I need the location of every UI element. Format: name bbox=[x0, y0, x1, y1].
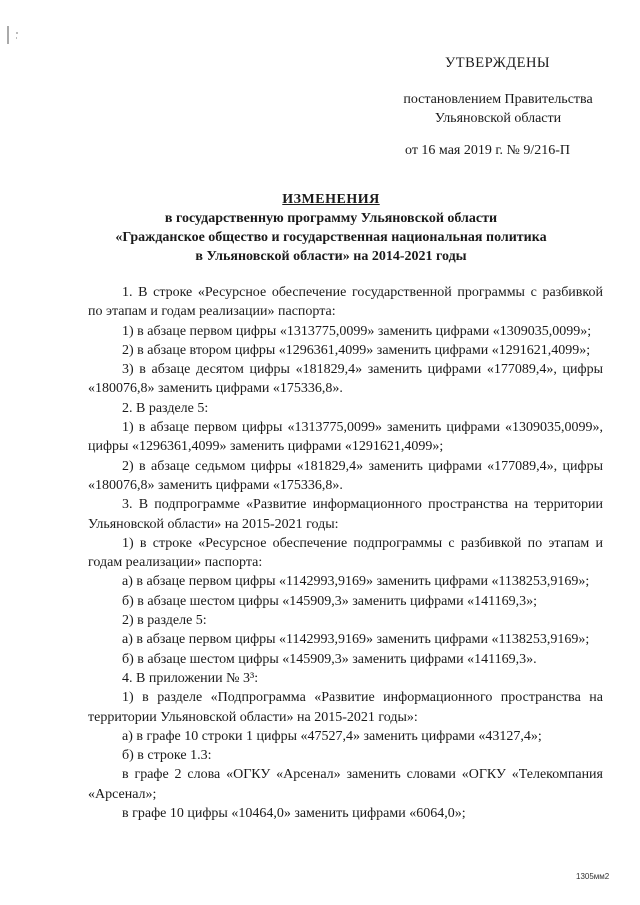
title-main: ИЗМЕНЕНИЯ bbox=[282, 192, 380, 207]
footer-code: 1305мм2 bbox=[576, 872, 610, 881]
paragraph: 1. В строке «Ресурсное обеспечение государственной программы с разбивкой по этапам и годам реализации» паспорта: bbox=[88, 285, 603, 320]
paragraph: б) в абзаце шестом цифры «145909,3» заменить цифрами «141169,3»; bbox=[122, 593, 538, 609]
document-title bbox=[88, 190, 574, 266]
paragraph: в графе 10 цифры «10464,0» заменить цифрами «6064,0»; bbox=[122, 806, 466, 822]
paragraph: б) в строке 1.3: bbox=[122, 748, 212, 764]
paragraph: б) в абзаце шестом цифры «145909,3» заменить цифрами «141169,3». bbox=[122, 651, 537, 667]
decree-line-2: Ульяновской области bbox=[434, 111, 562, 126]
paragraph: 3. В подпрограмме «Развитие информационного пространства на территории Ульяновской области» на 2015-2021 годы: bbox=[88, 497, 603, 532]
title-line-3: в Ульяновской области» на 2014-2021 годы bbox=[195, 249, 467, 264]
title-line-2: «Гражданское общество и государственная национальная политика bbox=[115, 230, 547, 245]
paragraph: в графе 2 слова «ОГКУ «Арсенал» заменить словами «ОГКУ «Телекомпания «Арсенал»; bbox=[88, 767, 603, 802]
paragraph: 1) в разделе «Подпрограмма «Развитие информационного пространства на территории Ульяновской области» на 2015-2021 годы»: bbox=[88, 690, 603, 725]
decree-reference bbox=[393, 90, 603, 128]
paragraph: 2) в разделе 5: bbox=[122, 613, 207, 629]
paragraph: а) в абзаце первом цифры «1142993,9169» заменить цифрами «1138253,9169»; bbox=[122, 632, 590, 648]
approved-label: УТВЕРЖДЕНЫ bbox=[445, 55, 551, 71]
paragraph: 1) в абзаце первом цифры «1313775,0099» заменить цифрами «1309035,0099», цифры «1296361,4099» заменить цифрами «1291621,4099»; bbox=[88, 420, 603, 455]
paragraph: а) в абзаце первом цифры «1142993,9169» заменить цифрами «1138253,9169»; bbox=[122, 574, 590, 590]
paragraph: 2) в абзаце втором цифры «1296361,4099» заменить цифрами «1291621,4099»; bbox=[122, 342, 591, 358]
scan-artifact-icon bbox=[5, 24, 25, 48]
decree-date: от 16 мая 2019 г. № 9/216-П bbox=[405, 143, 571, 158]
paragraph: а) в графе 10 строки 1 цифры «47527,4» заменить цифрами «43127,4»; bbox=[122, 728, 542, 744]
paragraph: 4. В приложении № 3³: bbox=[122, 670, 259, 686]
paragraph: 1) в абзаце первом цифры «1313775,0099» заменить цифрами «1309035,0099»; bbox=[122, 323, 592, 339]
document-body bbox=[88, 283, 603, 823]
paragraph: 1) в строке «Ресурсное обеспечение подпрограммы с разбивкой по этапам и годам реализации» паспорта: bbox=[88, 535, 603, 571]
paragraph: 2. В разделе 5: bbox=[122, 400, 209, 416]
paragraph: 3) в абзаце десятом цифры «181829,4» заменить цифрами «177089,4», цифры «180076,8» заменить цифрами «175336,8». bbox=[88, 362, 603, 397]
decree-line-1: постановлением Правительства bbox=[403, 92, 593, 107]
paragraph: 2) в абзаце седьмом цифры «181829,4» заменить цифрами «177089,4», цифры «180076,8» заменить цифрами «175336,8». bbox=[88, 458, 603, 493]
title-line-1: в государственную программу Ульяновской области bbox=[164, 211, 498, 226]
